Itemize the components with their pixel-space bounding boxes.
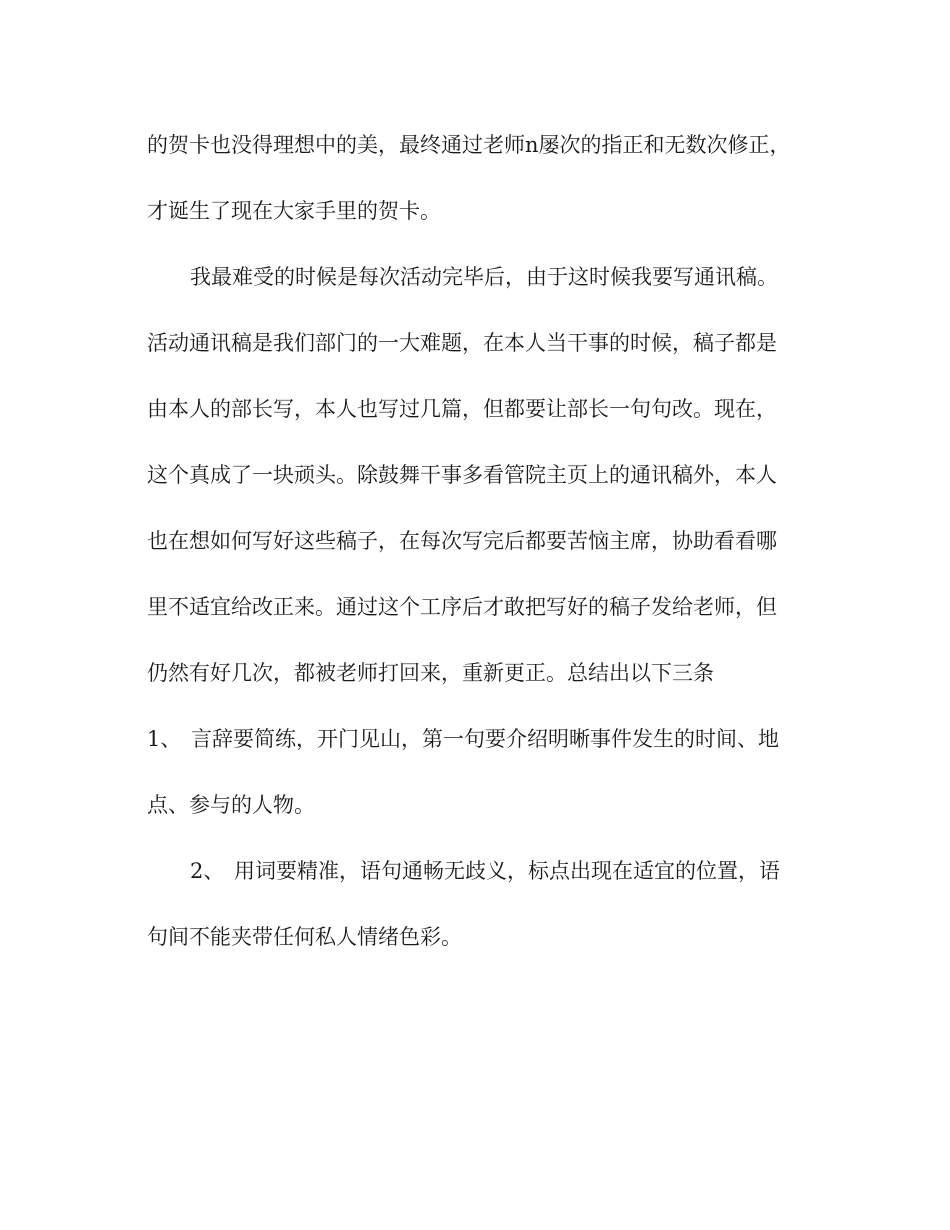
list-item-text: 言辞要简练，开门见山，第一句要介绍明晰事件发生的时间、地 [191, 727, 779, 751]
paragraph-line: 点、参与的人物。 [147, 793, 315, 817]
paragraph-line: 我最难受的时候是每次活动完毕后，由于这时候我要写通讯稿。 [190, 265, 778, 289]
list-item-1 [147, 717, 807, 783]
list-item-2 [147, 849, 807, 915]
list-number: 1、 [147, 727, 182, 751]
paragraph-line: 才诞生了现在大家手里的贺卡。 [147, 199, 441, 223]
paragraph-line: 仍然有好几次，都被老师打回来，重新更正。总结出以下三条 [147, 661, 714, 685]
paragraph-line: 里不适宜给改正来。通过这个工序后才敢把写好的稿子发给老师，但 [147, 595, 777, 619]
paragraph-line: 的贺卡也没得理想中的美，最终通过老师n屡次的指正和无数次修正， [147, 133, 791, 157]
list-item-text: 用词要精准，语句通畅无歧义，标点出现在适宜的位置，语 [234, 859, 780, 883]
paragraph-line: 这个真成了一块顽头。除鼓舞干事多看管院主页上的通讯稿外，本人 [147, 463, 777, 487]
paragraph-line: 活动通讯稿是我们部门的一大难题，在本人当干事的时候，稿子都是 [147, 331, 777, 355]
document-body [147, 123, 807, 981]
list-number: 2、 [190, 859, 225, 883]
paragraph-line: 也在想如何写好这些稿子，在每次写完后都要苦恼主席，协助看看哪 [147, 529, 777, 553]
paragraph-line: 句间不能夹带任何私人情绪色彩。 [147, 925, 462, 949]
paragraph-line: 由本人的部长写，本人也写过几篇，但都要让部长一句句改。现在， [147, 397, 777, 421]
